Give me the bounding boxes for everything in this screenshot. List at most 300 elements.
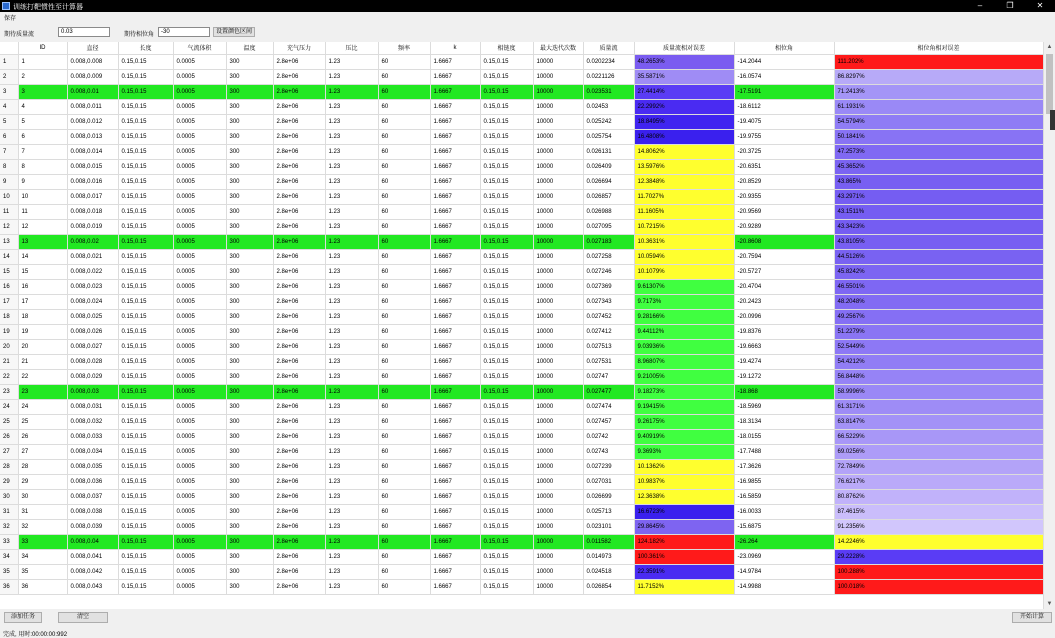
table-cell[interactable]: 1.23 bbox=[325, 114, 378, 129]
table-cell[interactable]: 0.15,0.15 bbox=[118, 69, 173, 84]
table-cell[interactable]: 13 bbox=[18, 234, 67, 249]
table-cell[interactable]: 12 bbox=[18, 219, 67, 234]
table-cell[interactable]: 25 bbox=[18, 414, 67, 429]
table-cell[interactable]: 0.15,0.15 bbox=[118, 99, 173, 114]
table-cell[interactable]: 0.0005 bbox=[173, 369, 226, 384]
row-number[interactable]: 33 bbox=[0, 534, 18, 549]
table-cell[interactable]: 11 bbox=[18, 204, 67, 219]
table-cell[interactable]: 0.02453 bbox=[583, 99, 634, 114]
table-cell[interactable]: 1.6667 bbox=[430, 324, 480, 339]
column-header[interactable]: k bbox=[430, 42, 480, 54]
table-cell[interactable]: 60 bbox=[378, 234, 430, 249]
table-cell[interactable]: 300 bbox=[226, 459, 273, 474]
table-cell[interactable]: 1.6667 bbox=[430, 489, 480, 504]
table-cell[interactable]: 0.15,0.15 bbox=[480, 234, 533, 249]
table-cell[interactable]: 0.008,0.035 bbox=[67, 459, 118, 474]
table-cell[interactable]: 1.6667 bbox=[430, 444, 480, 459]
table-cell[interactable]: 300 bbox=[226, 189, 273, 204]
table-cell[interactable]: 24 bbox=[18, 399, 67, 414]
table-cell[interactable]: -20.7594 bbox=[734, 249, 834, 264]
row-number[interactable]: 8 bbox=[0, 159, 18, 174]
row-number[interactable]: 34 bbox=[0, 549, 18, 564]
table-cell[interactable]: 0.0005 bbox=[173, 69, 226, 84]
table-row[interactable] bbox=[0, 354, 1043, 369]
table-cell[interactable]: 29.8645% bbox=[634, 519, 734, 534]
table-cell[interactable]: -19.1272 bbox=[734, 369, 834, 384]
table-cell[interactable]: 60 bbox=[378, 309, 430, 324]
table-cell[interactable]: 1.23 bbox=[325, 309, 378, 324]
table-cell[interactable]: 8 bbox=[18, 159, 67, 174]
table-cell[interactable]: 300 bbox=[226, 429, 273, 444]
table-cell[interactable]: 0.0005 bbox=[173, 54, 226, 69]
table-cell[interactable]: 300 bbox=[226, 369, 273, 384]
table-cell[interactable]: 300 bbox=[226, 339, 273, 354]
table-cell[interactable]: 45.3652% bbox=[834, 159, 1043, 174]
table-cell[interactable]: 3 bbox=[18, 84, 67, 99]
table-cell[interactable]: -14.9988 bbox=[734, 579, 834, 594]
table-cell[interactable]: 0.15,0.15 bbox=[118, 579, 173, 594]
table-cell[interactable]: 0.15,0.15 bbox=[480, 489, 533, 504]
table-cell[interactable]: 1.6667 bbox=[430, 549, 480, 564]
table-cell[interactable]: -19.6663 bbox=[734, 339, 834, 354]
table-cell[interactable]: 60 bbox=[378, 189, 430, 204]
table-cell[interactable]: 9.19415% bbox=[634, 399, 734, 414]
row-number[interactable]: 35 bbox=[0, 564, 18, 579]
table-cell[interactable]: 2.8e+06 bbox=[273, 489, 325, 504]
table-cell[interactable]: 35.5871% bbox=[634, 69, 734, 84]
table-cell[interactable]: 1.6667 bbox=[430, 249, 480, 264]
table-cell[interactable]: 0.008,0.02 bbox=[67, 234, 118, 249]
table-cell[interactable]: 1.23 bbox=[325, 384, 378, 399]
table-cell[interactable]: 0.15,0.15 bbox=[118, 294, 173, 309]
table-cell[interactable]: 1.23 bbox=[325, 204, 378, 219]
table-cell[interactable]: 9.44112% bbox=[634, 324, 734, 339]
table-cell[interactable]: 16.6723% bbox=[634, 504, 734, 519]
table-cell[interactable]: 0.15,0.15 bbox=[480, 369, 533, 384]
table-cell[interactable]: 10000 bbox=[533, 189, 583, 204]
table-cell[interactable]: 10000 bbox=[533, 174, 583, 189]
table-cell[interactable]: -16.0033 bbox=[734, 504, 834, 519]
table-cell[interactable]: 60 bbox=[378, 564, 430, 579]
table-cell[interactable]: 0.026857 bbox=[583, 189, 634, 204]
table-cell[interactable]: 0.008,0.022 bbox=[67, 264, 118, 279]
row-number[interactable]: 7 bbox=[0, 144, 18, 159]
table-cell[interactable]: 19 bbox=[18, 324, 67, 339]
column-header[interactable]: 质量流 bbox=[583, 42, 634, 54]
table-cell[interactable]: 0.15,0.15 bbox=[480, 324, 533, 339]
table-cell[interactable]: 0.15,0.15 bbox=[118, 504, 173, 519]
table-row[interactable] bbox=[0, 534, 1043, 549]
table-row[interactable] bbox=[0, 129, 1043, 144]
table-cell[interactable]: 14 bbox=[18, 249, 67, 264]
table-row[interactable] bbox=[0, 114, 1043, 129]
table-cell[interactable]: 76.6217% bbox=[834, 474, 1043, 489]
table-cell[interactable]: 10000 bbox=[533, 489, 583, 504]
table-cell[interactable]: 0.008,0.01 bbox=[67, 84, 118, 99]
table-cell[interactable]: 2.8e+06 bbox=[273, 504, 325, 519]
row-number[interactable]: 16 bbox=[0, 279, 18, 294]
table-cell[interactable]: 50.1841% bbox=[834, 129, 1043, 144]
table-cell[interactable]: 300 bbox=[226, 174, 273, 189]
table-cell[interactable]: 0.0005 bbox=[173, 474, 226, 489]
table-cell[interactable]: 1.6667 bbox=[430, 69, 480, 84]
table-cell[interactable]: -20.3725 bbox=[734, 144, 834, 159]
table-cell[interactable]: 2.8e+06 bbox=[273, 354, 325, 369]
table-cell[interactable]: 69.0256% bbox=[834, 444, 1043, 459]
table-cell[interactable]: 1.23 bbox=[325, 354, 378, 369]
table-cell[interactable]: 5 bbox=[18, 114, 67, 129]
table-cell[interactable]: 2.8e+06 bbox=[273, 519, 325, 534]
column-header[interactable]: 频率 bbox=[378, 42, 430, 54]
table-cell[interactable]: 1.23 bbox=[325, 579, 378, 594]
table-cell[interactable]: 0.008,0.024 bbox=[67, 294, 118, 309]
table-cell[interactable]: 300 bbox=[226, 114, 273, 129]
table-cell[interactable]: 1.23 bbox=[325, 69, 378, 84]
table-cell[interactable]: 1.6667 bbox=[430, 519, 480, 534]
table-cell[interactable]: 300 bbox=[226, 399, 273, 414]
column-header[interactable]: 相链度 bbox=[480, 42, 533, 54]
table-cell[interactable]: 60 bbox=[378, 264, 430, 279]
table-cell[interactable]: 0.15,0.15 bbox=[480, 429, 533, 444]
table-cell[interactable]: 2.8e+06 bbox=[273, 429, 325, 444]
table-cell[interactable]: 2.8e+06 bbox=[273, 324, 325, 339]
table-cell[interactable]: 0.15,0.15 bbox=[118, 414, 173, 429]
table-cell[interactable]: 1.23 bbox=[325, 159, 378, 174]
table-cell[interactable]: 1 bbox=[18, 54, 67, 69]
row-number[interactable]: 12 bbox=[0, 219, 18, 234]
table-cell[interactable]: 0.008,0.038 bbox=[67, 504, 118, 519]
table-row[interactable] bbox=[0, 339, 1043, 354]
table-cell[interactable]: 10000 bbox=[533, 564, 583, 579]
table-cell[interactable]: 0.008,0.03 bbox=[67, 384, 118, 399]
table-cell[interactable]: 0.025713 bbox=[583, 504, 634, 519]
table-cell[interactable]: 0.008,0.033 bbox=[67, 429, 118, 444]
table-cell[interactable]: 10000 bbox=[533, 114, 583, 129]
table-cell[interactable]: 60 bbox=[378, 369, 430, 384]
table-cell[interactable]: 2.8e+06 bbox=[273, 384, 325, 399]
table-cell[interactable]: 0.027531 bbox=[583, 354, 634, 369]
table-cell[interactable]: 91.2356% bbox=[834, 519, 1043, 534]
table-cell[interactable]: 15 bbox=[18, 264, 67, 279]
table-cell[interactable]: 60 bbox=[378, 84, 430, 99]
table-cell[interactable]: 0.15,0.15 bbox=[480, 459, 533, 474]
table-cell[interactable]: 0.027412 bbox=[583, 324, 634, 339]
table-row[interactable] bbox=[0, 474, 1043, 489]
table-cell[interactable]: 60 bbox=[378, 414, 430, 429]
table-cell[interactable]: 2 bbox=[18, 69, 67, 84]
table-cell[interactable]: 10.3631% bbox=[634, 234, 734, 249]
table-cell[interactable]: -20.4704 bbox=[734, 279, 834, 294]
table-cell[interactable]: 0.023101 bbox=[583, 519, 634, 534]
table-cell[interactable]: 0.15,0.15 bbox=[118, 444, 173, 459]
table-cell[interactable]: 14.2246% bbox=[834, 534, 1043, 549]
table-cell[interactable]: 60 bbox=[378, 519, 430, 534]
table-cell[interactable]: 1.23 bbox=[325, 504, 378, 519]
table-cell[interactable]: 10000 bbox=[533, 474, 583, 489]
table-cell[interactable]: 60 bbox=[378, 474, 430, 489]
table-cell[interactable]: 1.6667 bbox=[430, 219, 480, 234]
table-cell[interactable]: 0.027452 bbox=[583, 309, 634, 324]
table-cell[interactable]: 0.027343 bbox=[583, 294, 634, 309]
table-cell[interactable]: 48.2653% bbox=[634, 54, 734, 69]
table-cell[interactable]: 27.4414% bbox=[634, 84, 734, 99]
table-cell[interactable]: 9.7173% bbox=[634, 294, 734, 309]
table-cell[interactable]: -20.2423 bbox=[734, 294, 834, 309]
table-cell[interactable]: 60 bbox=[378, 204, 430, 219]
table-cell[interactable]: 10000 bbox=[533, 309, 583, 324]
table-cell[interactable]: 10000 bbox=[533, 399, 583, 414]
table-row[interactable] bbox=[0, 189, 1043, 204]
table-row[interactable] bbox=[0, 144, 1043, 159]
table-cell[interactable]: 300 bbox=[226, 69, 273, 84]
column-header[interactable]: 直径 bbox=[67, 42, 118, 54]
table-cell[interactable]: 300 bbox=[226, 534, 273, 549]
table-cell[interactable]: 0.0005 bbox=[173, 159, 226, 174]
table-cell[interactable]: 0.0005 bbox=[173, 279, 226, 294]
table-cell[interactable]: 13.5976% bbox=[634, 159, 734, 174]
table-cell[interactable]: 60 bbox=[378, 549, 430, 564]
row-number[interactable]: 25 bbox=[0, 414, 18, 429]
table-cell[interactable]: 1.23 bbox=[325, 249, 378, 264]
table-cell[interactable]: 300 bbox=[226, 549, 273, 564]
table-cell[interactable]: 0.0005 bbox=[173, 384, 226, 399]
table-cell[interactable]: 1.23 bbox=[325, 459, 378, 474]
table-cell[interactable]: 58.9996% bbox=[834, 384, 1043, 399]
phase-angle-input[interactable]: -30 bbox=[158, 27, 210, 37]
table-cell[interactable]: 1.23 bbox=[325, 549, 378, 564]
table-cell[interactable]: 10000 bbox=[533, 144, 583, 159]
table-cell[interactable]: 17 bbox=[18, 294, 67, 309]
table-cell[interactable]: -20.5727 bbox=[734, 264, 834, 279]
table-cell[interactable]: 0.008,0.008 bbox=[67, 54, 118, 69]
table-cell[interactable]: 0.0005 bbox=[173, 504, 226, 519]
table-cell[interactable]: 60 bbox=[378, 459, 430, 474]
table-cell[interactable]: 60 bbox=[378, 579, 430, 594]
mass-flow-input[interactable]: 0.03 bbox=[58, 27, 110, 37]
table-cell[interactable]: 1.6667 bbox=[430, 84, 480, 99]
table-cell[interactable]: 300 bbox=[226, 354, 273, 369]
table-cell[interactable]: 54.4212% bbox=[834, 354, 1043, 369]
table-cell[interactable]: 6 bbox=[18, 129, 67, 144]
table-cell[interactable]: 1.23 bbox=[325, 219, 378, 234]
table-cell[interactable]: 300 bbox=[226, 219, 273, 234]
table-cell[interactable]: 43.865% bbox=[834, 174, 1043, 189]
table-cell[interactable]: 0.027183 bbox=[583, 234, 634, 249]
table-cell[interactable]: 0.15,0.15 bbox=[118, 324, 173, 339]
table-cell[interactable]: 0.0005 bbox=[173, 204, 226, 219]
table-cell[interactable]: 300 bbox=[226, 504, 273, 519]
row-number[interactable]: 30 bbox=[0, 489, 18, 504]
table-cell[interactable]: 45.8242% bbox=[834, 264, 1043, 279]
row-number[interactable]: 10 bbox=[0, 189, 18, 204]
table-cell[interactable]: 2.8e+06 bbox=[273, 264, 325, 279]
table-cell[interactable]: 0.15,0.15 bbox=[480, 99, 533, 114]
table-cell[interactable]: 10000 bbox=[533, 99, 583, 114]
table-cell[interactable]: 300 bbox=[226, 264, 273, 279]
table-cell[interactable]: 300 bbox=[226, 159, 273, 174]
table-cell[interactable]: 43.1511% bbox=[834, 204, 1043, 219]
table-cell[interactable]: 0.008,0.039 bbox=[67, 519, 118, 534]
table-cell[interactable]: 1.23 bbox=[325, 474, 378, 489]
table-cell[interactable]: 10000 bbox=[533, 279, 583, 294]
table-cell[interactable]: 300 bbox=[226, 294, 273, 309]
row-number[interactable]: 11 bbox=[0, 204, 18, 219]
table-row[interactable] bbox=[0, 579, 1043, 594]
clear-button[interactable]: 清空 bbox=[58, 612, 108, 623]
table-cell[interactable]: 27 bbox=[18, 444, 67, 459]
table-cell[interactable]: 300 bbox=[226, 444, 273, 459]
table-cell[interactable]: 0.15,0.15 bbox=[480, 354, 533, 369]
column-header[interactable]: 温度 bbox=[226, 42, 273, 54]
table-cell[interactable]: 1.23 bbox=[325, 264, 378, 279]
table-cell[interactable]: 22.2992% bbox=[634, 99, 734, 114]
table-cell[interactable]: 300 bbox=[226, 54, 273, 69]
scroll-down-icon[interactable]: ▼ bbox=[1046, 601, 1053, 607]
table-row[interactable] bbox=[0, 444, 1043, 459]
table-cell[interactable]: 2.8e+06 bbox=[273, 219, 325, 234]
table-cell[interactable]: 33 bbox=[18, 534, 67, 549]
table-cell[interactable]: 1.23 bbox=[325, 54, 378, 69]
table-cell[interactable]: 1.6667 bbox=[430, 99, 480, 114]
table-cell[interactable]: 1.23 bbox=[325, 489, 378, 504]
row-number[interactable]: 24 bbox=[0, 399, 18, 414]
table-row[interactable] bbox=[0, 204, 1043, 219]
table-cell[interactable]: 0.008,0.013 bbox=[67, 129, 118, 144]
table-cell[interactable]: 60 bbox=[378, 354, 430, 369]
table-cell[interactable]: 0.15,0.15 bbox=[118, 54, 173, 69]
table-cell[interactable]: 0.008,0.021 bbox=[67, 249, 118, 264]
table-cell[interactable]: 1.23 bbox=[325, 174, 378, 189]
table-cell[interactable]: 124.182% bbox=[634, 534, 734, 549]
table-cell[interactable]: 60 bbox=[378, 534, 430, 549]
table-cell[interactable]: 28 bbox=[18, 459, 67, 474]
table-cell[interactable]: 14.8062% bbox=[634, 144, 734, 159]
table-cell[interactable]: 0.0005 bbox=[173, 114, 226, 129]
table-cell[interactable]: 0.15,0.15 bbox=[480, 564, 533, 579]
table-cell[interactable]: -18.3134 bbox=[734, 414, 834, 429]
table-cell[interactable]: 0.008,0.037 bbox=[67, 489, 118, 504]
table-cell[interactable]: 0.008,0.041 bbox=[67, 549, 118, 564]
table-cell[interactable]: 26 bbox=[18, 429, 67, 444]
table-cell[interactable]: 63.8147% bbox=[834, 414, 1043, 429]
minimize-button[interactable]: – bbox=[977, 1, 983, 10]
row-number[interactable]: 15 bbox=[0, 264, 18, 279]
table-cell[interactable]: 2.8e+06 bbox=[273, 564, 325, 579]
table-cell[interactable]: -18.6112 bbox=[734, 99, 834, 114]
maximize-button[interactable]: ❐ bbox=[1006, 1, 1014, 10]
side-handle[interactable] bbox=[1050, 110, 1055, 130]
table-cell[interactable]: 10000 bbox=[533, 519, 583, 534]
row-number[interactable]: 27 bbox=[0, 444, 18, 459]
start-calculation-button[interactable]: 开始计算 bbox=[1012, 612, 1052, 623]
table-cell[interactable]: 18.8495% bbox=[634, 114, 734, 129]
table-cell[interactable]: 0.15,0.15 bbox=[480, 69, 533, 84]
table-cell[interactable]: 87.4615% bbox=[834, 504, 1043, 519]
table-cell[interactable]: 60 bbox=[378, 279, 430, 294]
table-cell[interactable]: 0.15,0.15 bbox=[480, 279, 533, 294]
table-cell[interactable]: 1.6667 bbox=[430, 474, 480, 489]
table-cell[interactable]: 2.8e+06 bbox=[273, 369, 325, 384]
table-cell[interactable]: 0.008,0.012 bbox=[67, 114, 118, 129]
table-cell[interactable]: 0.15,0.15 bbox=[480, 159, 533, 174]
table-cell[interactable]: 0.0005 bbox=[173, 429, 226, 444]
table-cell[interactable]: 10000 bbox=[533, 264, 583, 279]
table-cell[interactable]: 0.15,0.15 bbox=[480, 399, 533, 414]
table-cell[interactable]: 21 bbox=[18, 354, 67, 369]
table-cell[interactable]: 20 bbox=[18, 339, 67, 354]
table-cell[interactable]: 300 bbox=[226, 324, 273, 339]
table-cell[interactable]: 10000 bbox=[533, 444, 583, 459]
table-cell[interactable]: 29.2228% bbox=[834, 549, 1043, 564]
row-number[interactable]: 3 bbox=[0, 84, 18, 99]
table-cell[interactable]: 10.9837% bbox=[634, 474, 734, 489]
table-cell[interactable]: 0.008,0.019 bbox=[67, 219, 118, 234]
table-cell[interactable]: 10000 bbox=[533, 324, 583, 339]
table-cell[interactable]: 18 bbox=[18, 309, 67, 324]
table-cell[interactable]: 0.0005 bbox=[173, 144, 226, 159]
table-cell[interactable]: 0.15,0.15 bbox=[480, 249, 533, 264]
table-cell[interactable]: 1.6667 bbox=[430, 429, 480, 444]
table-cell[interactable]: 0.0005 bbox=[173, 399, 226, 414]
table-cell[interactable]: 86.8297% bbox=[834, 69, 1043, 84]
table-cell[interactable]: 2.8e+06 bbox=[273, 474, 325, 489]
table-cell[interactable]: 16 bbox=[18, 279, 67, 294]
table-cell[interactable]: 300 bbox=[226, 564, 273, 579]
table-cell[interactable]: 300 bbox=[226, 84, 273, 99]
table-cell[interactable]: 0.15,0.15 bbox=[480, 264, 533, 279]
table-cell[interactable]: 0.008,0.029 bbox=[67, 369, 118, 384]
table-cell[interactable]: 1.23 bbox=[325, 414, 378, 429]
table-cell[interactable]: 22 bbox=[18, 369, 67, 384]
table-cell[interactable]: 56.8448% bbox=[834, 369, 1043, 384]
row-number[interactable]: 13 bbox=[0, 234, 18, 249]
table-cell[interactable]: 32 bbox=[18, 519, 67, 534]
table-cell[interactable]: -19.8376 bbox=[734, 324, 834, 339]
table-cell[interactable]: 0.008,0.015 bbox=[67, 159, 118, 174]
table-cell[interactable]: 0.15,0.15 bbox=[480, 579, 533, 594]
table-cell[interactable]: 30 bbox=[18, 489, 67, 504]
table-cell[interactable]: 0.15,0.15 bbox=[118, 219, 173, 234]
table-cell[interactable]: 1.6667 bbox=[430, 174, 480, 189]
table-cell[interactable]: 60 bbox=[378, 129, 430, 144]
table-cell[interactable]: 0.0005 bbox=[173, 459, 226, 474]
table-cell[interactable]: -19.4075 bbox=[734, 114, 834, 129]
table-cell[interactable]: 1.23 bbox=[325, 279, 378, 294]
table-cell[interactable]: 10000 bbox=[533, 384, 583, 399]
table-cell[interactable]: -23.0969 bbox=[734, 549, 834, 564]
table-cell[interactable]: 0.027095 bbox=[583, 219, 634, 234]
table-cell[interactable]: 0.15,0.15 bbox=[118, 489, 173, 504]
table-row[interactable] bbox=[0, 369, 1043, 384]
table-cell[interactable]: 0.026131 bbox=[583, 144, 634, 159]
table-cell[interactable]: 43.3423% bbox=[834, 219, 1043, 234]
table-cell[interactable]: 0.014973 bbox=[583, 549, 634, 564]
table-cell[interactable]: 49.2567% bbox=[834, 309, 1043, 324]
table-cell[interactable]: 2.8e+06 bbox=[273, 54, 325, 69]
table-cell[interactable]: 1.6667 bbox=[430, 294, 480, 309]
table-cell[interactable]: 1.23 bbox=[325, 534, 378, 549]
table-cell[interactable]: -20.9289 bbox=[734, 219, 834, 234]
table-cell[interactable]: 0.008,0.042 bbox=[67, 564, 118, 579]
add-task-button[interactable]: 添加任务 bbox=[4, 612, 42, 623]
table-cell[interactable]: 1.23 bbox=[325, 144, 378, 159]
table-row[interactable] bbox=[0, 249, 1043, 264]
table-cell[interactable]: 0.026699 bbox=[583, 489, 634, 504]
table-cell[interactable]: 1.23 bbox=[325, 189, 378, 204]
table-cell[interactable]: 0.15,0.15 bbox=[480, 294, 533, 309]
table-cell[interactable]: 0.0005 bbox=[173, 489, 226, 504]
row-number[interactable]: 6 bbox=[0, 129, 18, 144]
